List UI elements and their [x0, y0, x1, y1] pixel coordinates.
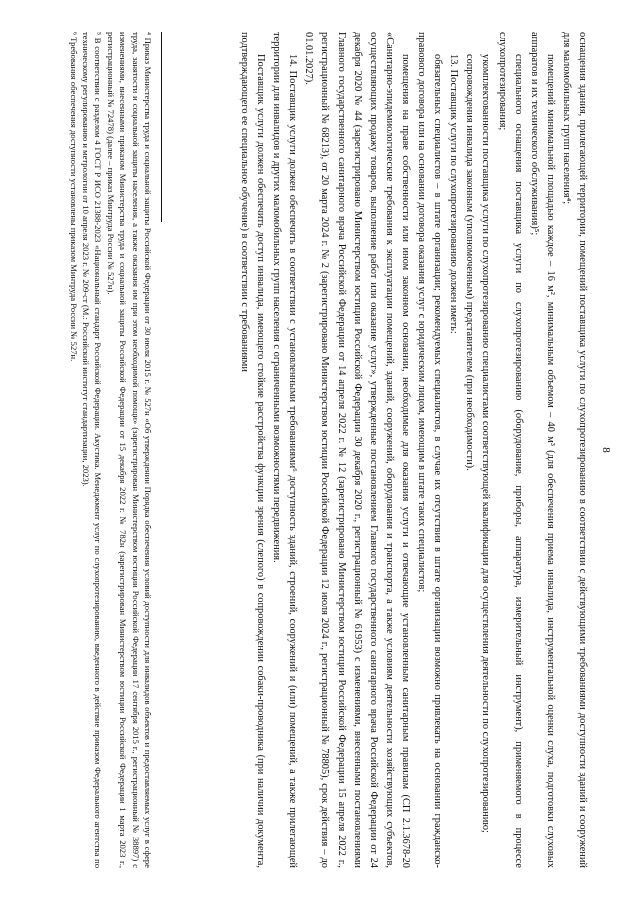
paragraph-2: помещений минимальной площадью каждое – 16 м², минимальным объемом – 40 м³ (для обеспечения приема инвалида, инструментальной оценки слуха, подготовки слуховых аппаратов и их технического обслуживания)⁵;: [528, 32, 556, 868]
footnote-5: ⁵ В соответствии с разделом 4 ГОСТ Р ИСО 21388-2023 «Национальный стандарт Российской Федерации. Акустика. Менеджмент услуг по слухопротезированию, введенного в действие приказом Федерального агентства по техническому регулированию и метрологии от 10 апреля 2023 г. № 209-ст (М.: Российский институт стандартизации, 2023).: [80, 32, 104, 868]
rotated-sheet: [20, 20, 620, 880]
paragraph-7: обязательных специалистов – в штате организации; рекомендуемых специалистов, в случае их отсутствия в штате организации возможно привлекать на основании гражданско-правового договора или на основании договора оказания услуг с юридическим лицом, имеющим в штате таких специалистов;: [416, 32, 444, 868]
paragraph-9: 14. Поставщик услуги должен обеспечить в соответствии с установленными требованиями⁶ доступность зданий, строений, сооружений и (или) помещений, а также прилегающей территории для инвалидов и других маломобильных групп населения с ограниченными возможностями передвижения.: [271, 32, 299, 868]
footnotes: [67, 32, 154, 868]
footnote-6: ⁶ Требования обеспечения доступности установлены приказом Минтруда России № 527н.: [68, 32, 79, 362]
paragraph-4: укомплектованности поставщика услуги по слухопротезированию специалистами соответствующей квалификации для осуществления деятельности по слухопротезированию;: [480, 54, 492, 833]
paragraph-5: сопровождения инвалида законным (уполномоченным) представителем (при необходимости).: [464, 54, 476, 471]
footnote-divider: [161, 32, 162, 222]
paragraph-8: помещения на праве собственности или ином законном основании, необходимые для оказания услуги и отвечающие установленным санитарным правилам (СП 2.1.3678-20 «Санитарно-эпидемиологические требования к эксплуатации помещений, зданий, сооружений, оборудования и транспорта, а также условиям деятельности хозяйствующих субъектов, осуществляющих продажу товаров, выполнение работ или оказание услуг», утвержденные постановлением Главного государственного санитарного врача Российской Федерации от 24 декабря 2020 № 44 (зарегистрировано Министерством юстиции Российской Федерации 30 декабря 2020 г., регистрационный № 61953) с изменениями, внесенными постановлениями Главного государственного санитарного врача Российской Федерации от 14 апреля 2022 г. № 12 (зарегистрировано Министерством юстиции Российской Федерации 15 апреля 2022 г., регистрационный № 68213), от 20 марта 2024 г. № 2 (зарегистрировано Министерством юстиции Российской Федерации 12 июля 2024 г., регистрационный № 78805), срок действия – до 01.01.2027).: [303, 32, 411, 868]
footnote-4: ⁴ Приказ Министерства труда и социальной защиты Российской Федерации от 30 июля 2015 г. № 527н «Об утверждении Порядка обеспечения условий доступности для инвалидов объектов и предоставляемых услуг в сфере труда, занятости и социальной защиты населения, а также оказания им при этом необходимой помощи» (зарегистрирован Министерством юстиции Российской Федерации 17 сентября 2015 г., регистрационный № 38897) с изменениями, внесенными приказом Министерства труда и социальной защиты Российской Федерации от 15 декабря 2022 г. № 782н (зарегистрирован Министерством юстиции Российской Федерации 1 марта 2023 г., регистрационный № 72478) (далее – приказ Минтруда России № 527н).: [105, 32, 153, 868]
paragraph-10: Поставщик услуги должен обеспечить доступ инвалида, имеющего стойкие расстройства функции зрения (слепого) в сопровождении собаки-проводника (при наличии документа, подтверждающего ее специальное обучение) в соответствии с требованиями: [239, 32, 267, 868]
page-number: 8: [600, 447, 612, 453]
paragraph-6: 13. Поставщик услуги по слухопротезированию должен иметь:: [448, 54, 460, 334]
body-text: [236, 32, 590, 868]
paragraph-1: оснащения здания, прилегающей территории, помещений поставщика услуги по слухопротезированию в соответствии с действующими требованиями доступности зданий и сооружений для маломобильных групп населения⁴;: [560, 32, 588, 868]
paragraph-3: специального оснащения поставщика услуги по слухопротезированию (оборудование, приборы, аппаратура, измерительный инструмент), применяемого в процессе слухопротезирования;: [496, 32, 524, 868]
